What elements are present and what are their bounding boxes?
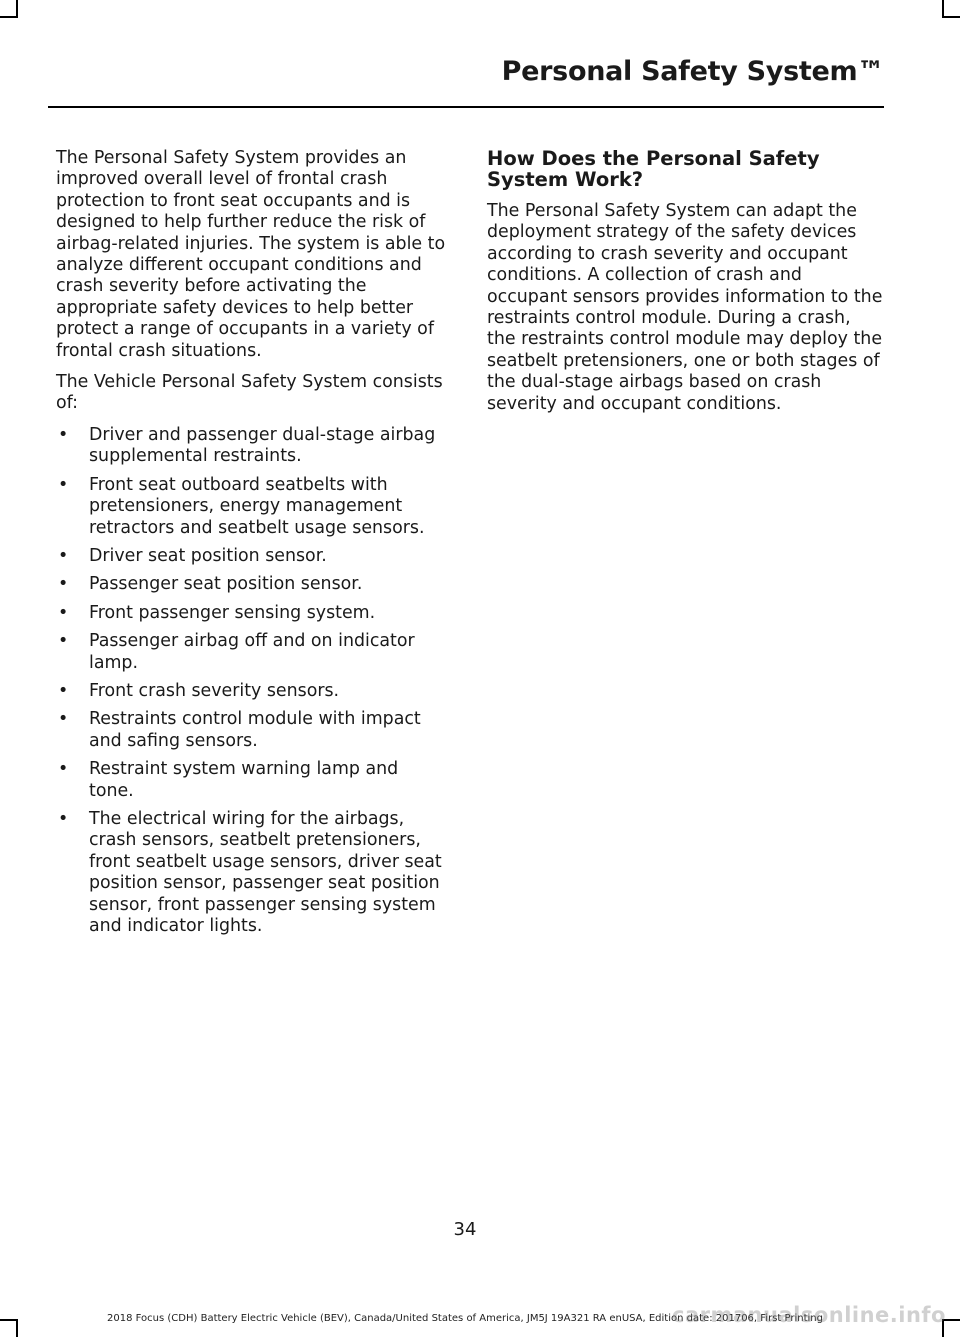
bullet-icon: • [58, 474, 69, 495]
intro-paragraph: The Personal Safety System provides an improved overall level of frontal crash protection to front seat occupants and is designed to help further reduce the risk of airbag-related injuries. The system is able to analyze different occupant conditions and crash severity before activating the appropriate safety devices to help better protect a range of occupants in a variety of frontal crash situations. [56, 148, 446, 361]
list-item-text: Passenger seat position sensor. [89, 574, 363, 595]
bullet-icon: • [58, 808, 69, 829]
how-it-works-paragraph: The Personal Safety System can adapt the deployment strategy of the safety devices according to crash severity and occupant conditions. A collection of crash and occupant sensors provides information to the restraints control module. During a crash, the restraints control module may deploy the seatbelt pretensioners, one or both stages of the dual-stage airbags based on crash severity and occupant conditions. [487, 201, 883, 414]
list-item [56, 603, 448, 624]
list-item [56, 631, 448, 674]
list-item [56, 425, 448, 468]
bullet-icon: • [58, 602, 69, 623]
list-item-text: Restraints control module with impact and safing sensors. [89, 709, 421, 751]
header-rule [48, 106, 884, 108]
bullet-icon: • [58, 545, 69, 566]
list-item-text: The electrical wiring for the airbags, crash sensors, seatbelt pretensioners, front seatbelt usage sensors, driver seat position sensor, passenger seat position sensor, front passenger sensing system and indicator lights. [89, 808, 442, 936]
page-number: 34 [453, 1219, 477, 1240]
watermark: carmanualsonline.info [672, 1303, 946, 1327]
left-column [56, 148, 448, 944]
bullet-icon: • [58, 631, 69, 652]
footer-text: 2018 Focus (CDH) Battery Electric Vehicle (BEV), Canada/United States of America, JM5J 19A321 RA enUSA, Edition date: 201706, First Printing [107, 1313, 823, 1324]
bullet-icon: • [58, 709, 69, 730]
list-item-text: Driver and passenger dual-stage airbag supplemental restraints. [89, 424, 436, 467]
component-list [56, 425, 448, 938]
list-item [56, 681, 448, 702]
list-item-text: Front crash severity sensors. [89, 680, 340, 701]
list-item [56, 475, 448, 539]
list-item [56, 759, 448, 802]
list-item-text: Front seat outboard seatbelts with pretensioners, energy management retractors and seatbelt usage sensors. [89, 474, 425, 538]
list-item-text: Passenger airbag off and on indicator lamp. [89, 631, 415, 673]
list-item-text: Driver seat position sensor. [89, 545, 327, 566]
list-item-text: Restraint system warning lamp and tone. [89, 759, 399, 801]
page-title: Personal Safety System™ [501, 56, 884, 87]
bullet-icon: • [58, 680, 69, 701]
list-item [56, 574, 448, 595]
consists-paragraph: The Vehicle Personal Safety System consists of: [56, 372, 443, 414]
right-column [487, 148, 883, 425]
list-item-text: Front passenger sensing system. [89, 602, 376, 623]
crop-mark-top-left-h [0, 16, 18, 18]
bullet-icon: • [58, 424, 69, 445]
list-item [56, 709, 448, 752]
list-item [56, 546, 448, 567]
bullet-icon: • [58, 759, 69, 780]
bullet-icon: • [58, 574, 69, 595]
section-heading: How Does the Personal Safety System Work? [487, 147, 820, 191]
crop-mark-top-right-h [942, 16, 960, 18]
list-item [56, 809, 448, 937]
